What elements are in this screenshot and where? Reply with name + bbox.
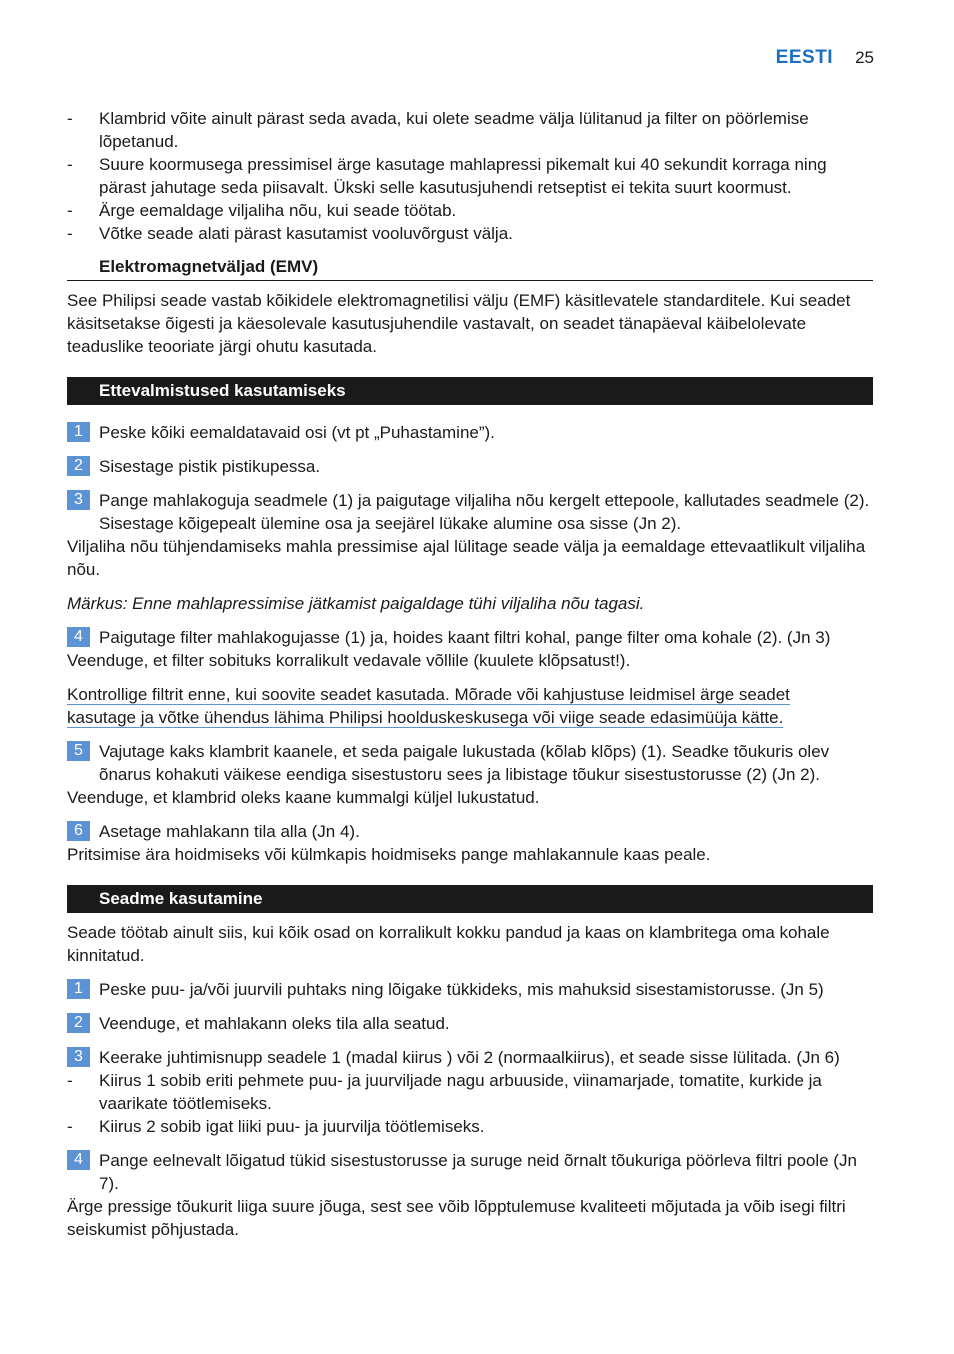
step-text: Veenduge, et mahlakann oleks tila alla seatud. <box>99 1014 450 1033</box>
step-text: Keerake juhtimisnupp seadele 1 (madal kiirus ) või 2 (normaalkiirus), et seade sisse lülitada. (Jn 6) <box>99 1048 840 1067</box>
list-item-text: Suure koormusega pressimisel ärge kasutage mahlapressi pikemalt kui 40 sekundit korraga ning pärast jahutage seda piisavalt. Ükski selle kasutusjuhendi retseptist ei tekita suurt koormust. <box>99 155 827 197</box>
list-item-text: Kiirus 1 sobib eriti pehmete puu- ja juurviljade nagu arbuuside, viinamarjade, tomatite, kurkide ja vaarikate töötlemiseks. <box>99 1071 822 1113</box>
section-heading-usage: Seadme kasutamine <box>67 885 873 913</box>
step-item <box>67 455 873 478</box>
list-item <box>67 1115 873 1138</box>
step-followup-text: Veenduge, et filter sobituks korralikult vedavale võllile (kuulete klõpsatust!). <box>67 651 631 670</box>
step-number-badge: 2 <box>67 456 90 476</box>
step-text: Peske puu- ja/või juurvili puhtaks ning lõigake tükkideks, mis mahuksid sisestamistorusse. (Jn 5) <box>99 980 824 999</box>
page-number: 25 <box>855 48 874 67</box>
warning-paragraph <box>67 683 873 729</box>
step-number-badge: 1 <box>67 979 90 999</box>
step-followup-text: Pritsimise ära hoidmiseks või külmkapis hoidmiseks pange mahlakannule kaas peale. <box>67 845 711 864</box>
step-number-badge: 2 <box>67 1013 90 1033</box>
step-item <box>67 978 873 1001</box>
section-heading-preparation: Ettevalmistused kasutamiseks <box>67 377 873 405</box>
step-number-badge: 5 <box>67 741 90 761</box>
step-text: Pange mahlakoguja seadmele (1) ja paigutage viljaliha nõu kergelt ettepoole, kallutades seadmele (2). Sisestage kõigepealt ülemine osa ja seejärel lükake alumine osa sisse (Jn 2). <box>99 491 870 533</box>
list-item <box>67 199 873 222</box>
step-number-badge: 1 <box>67 422 90 442</box>
emf-heading: Elektromagnetväljad (EMV) <box>67 255 873 281</box>
dash-bullet: - <box>67 224 73 243</box>
usage-intro: Seade töötab ainult siis, kui kõik osad on korralikult kokku pandud ja kaas on klambritega oma kohale kinnitatud. <box>67 923 830 965</box>
step-followup-text: Veenduge, et klambrid oleks kaane kummalgi küljel lukustatud. <box>67 788 540 807</box>
dash-bullet: - <box>67 201 73 220</box>
dash-bullet: - <box>67 1117 73 1136</box>
step-item <box>67 1149 873 1195</box>
warning-line: Kontrollige filtrit enne, kui soovite seadet kasutada. Mõrade või kahjustuse leidmisel ärge seadet <box>67 685 790 704</box>
step-number-badge: 3 <box>67 490 90 510</box>
language-label: EESTI <box>775 47 834 68</box>
step-text: Paigutage filter mahlakogujasse (1) ja, hoides kaant filtri kohal, pange filter oma kohale (2). (Jn 3) <box>99 628 831 647</box>
step-item <box>67 820 873 843</box>
step-item <box>67 421 873 444</box>
list-item <box>67 153 873 199</box>
step-text: Peske kõiki eemaldatavaid osi (vt pt „Puhastamine”). <box>99 423 495 442</box>
step-text: Pange eelnevalt lõigatud tükid sisestustorusse ja suruge neid õrnalt tõukuriga pöörleva filtri poole (Jn 7). <box>99 1151 857 1193</box>
list-item-text: Kiirus 2 sobib igat liiki puu- ja juurvilja töötlemiseks. <box>99 1117 485 1136</box>
list-item-text: Klambrid võite ainult pärast seda avada, kui olete seadme välja lülitanud ja filter on pöörlemise lõpetanud. <box>99 109 809 151</box>
step-item <box>67 1046 873 1069</box>
page-content <box>67 107 873 1241</box>
step-number-badge: 3 <box>67 1047 90 1067</box>
list-item <box>67 222 873 245</box>
list-item-text: Võtke seade alati pärast kasutamist vooluvõrgust välja. <box>99 224 513 243</box>
dash-bullet: - <box>67 155 73 174</box>
step-followup-text: Viljaliha nõu tühjendamiseks mahla pressimise ajal lülitage seade välja ja eemaldage ettevaatlikult viljaliha nõu. <box>67 537 866 579</box>
page-header <box>776 46 874 69</box>
step-item <box>67 1012 873 1035</box>
step-number-badge: 4 <box>67 627 90 647</box>
step-text: Asetage mahlakann tila alla (Jn 4). <box>99 822 360 841</box>
step-followup-text: Ärge pressige tõukurit liiga suure jõuga, sest see võib lõpptulemuse kvaliteeti mõjutada ja võib isegi filtri seiskumist põhjustada. <box>67 1197 846 1239</box>
step-number-badge: 4 <box>67 1150 90 1170</box>
emf-paragraph: See Philipsi seade vastab kõikidele elektromagnetilisi välju (EMF) käsitlevatele standarditele. Kui seadet käsitsetakse õigesti ja käesolevale kasutusjuhendile vastavalt, on seadet tänapäeval käibelolevate teaduslike teooriate järgi ohutu kasutada. <box>67 291 851 356</box>
dash-bullet: - <box>67 109 73 128</box>
step-item <box>67 489 873 535</box>
step-item <box>67 740 873 786</box>
step-number-badge: 6 <box>67 821 90 841</box>
list-item-text: Ärge eemaldage viljaliha nõu, kui seade töötab. <box>99 201 457 220</box>
step-text: Vajutage kaks klambrit kaanele, et seda paigale lukustada (kõlab klõps) (1). Seadke tõukuris olev õnarus kohakuti väikese eendiga sisestustoru sees ja libistage tõukur sisestustorusse (2) (Jn 2). <box>99 742 830 784</box>
list-item <box>67 107 873 153</box>
dash-bullet: - <box>67 1071 73 1090</box>
note-text: Märkus: Enne mahlapressimise jätkamist paigaldage tühi viljaliha nõu tagasi. <box>67 594 645 613</box>
step-text: Sisestage pistik pistikupessa. <box>99 457 321 476</box>
list-item <box>67 1069 873 1115</box>
step-item <box>67 626 873 649</box>
warning-line: kasutage ja võtke ühendus lähima Philipsi hoolduskeskusega või viige seade edasimüüja kätte. <box>67 708 784 727</box>
